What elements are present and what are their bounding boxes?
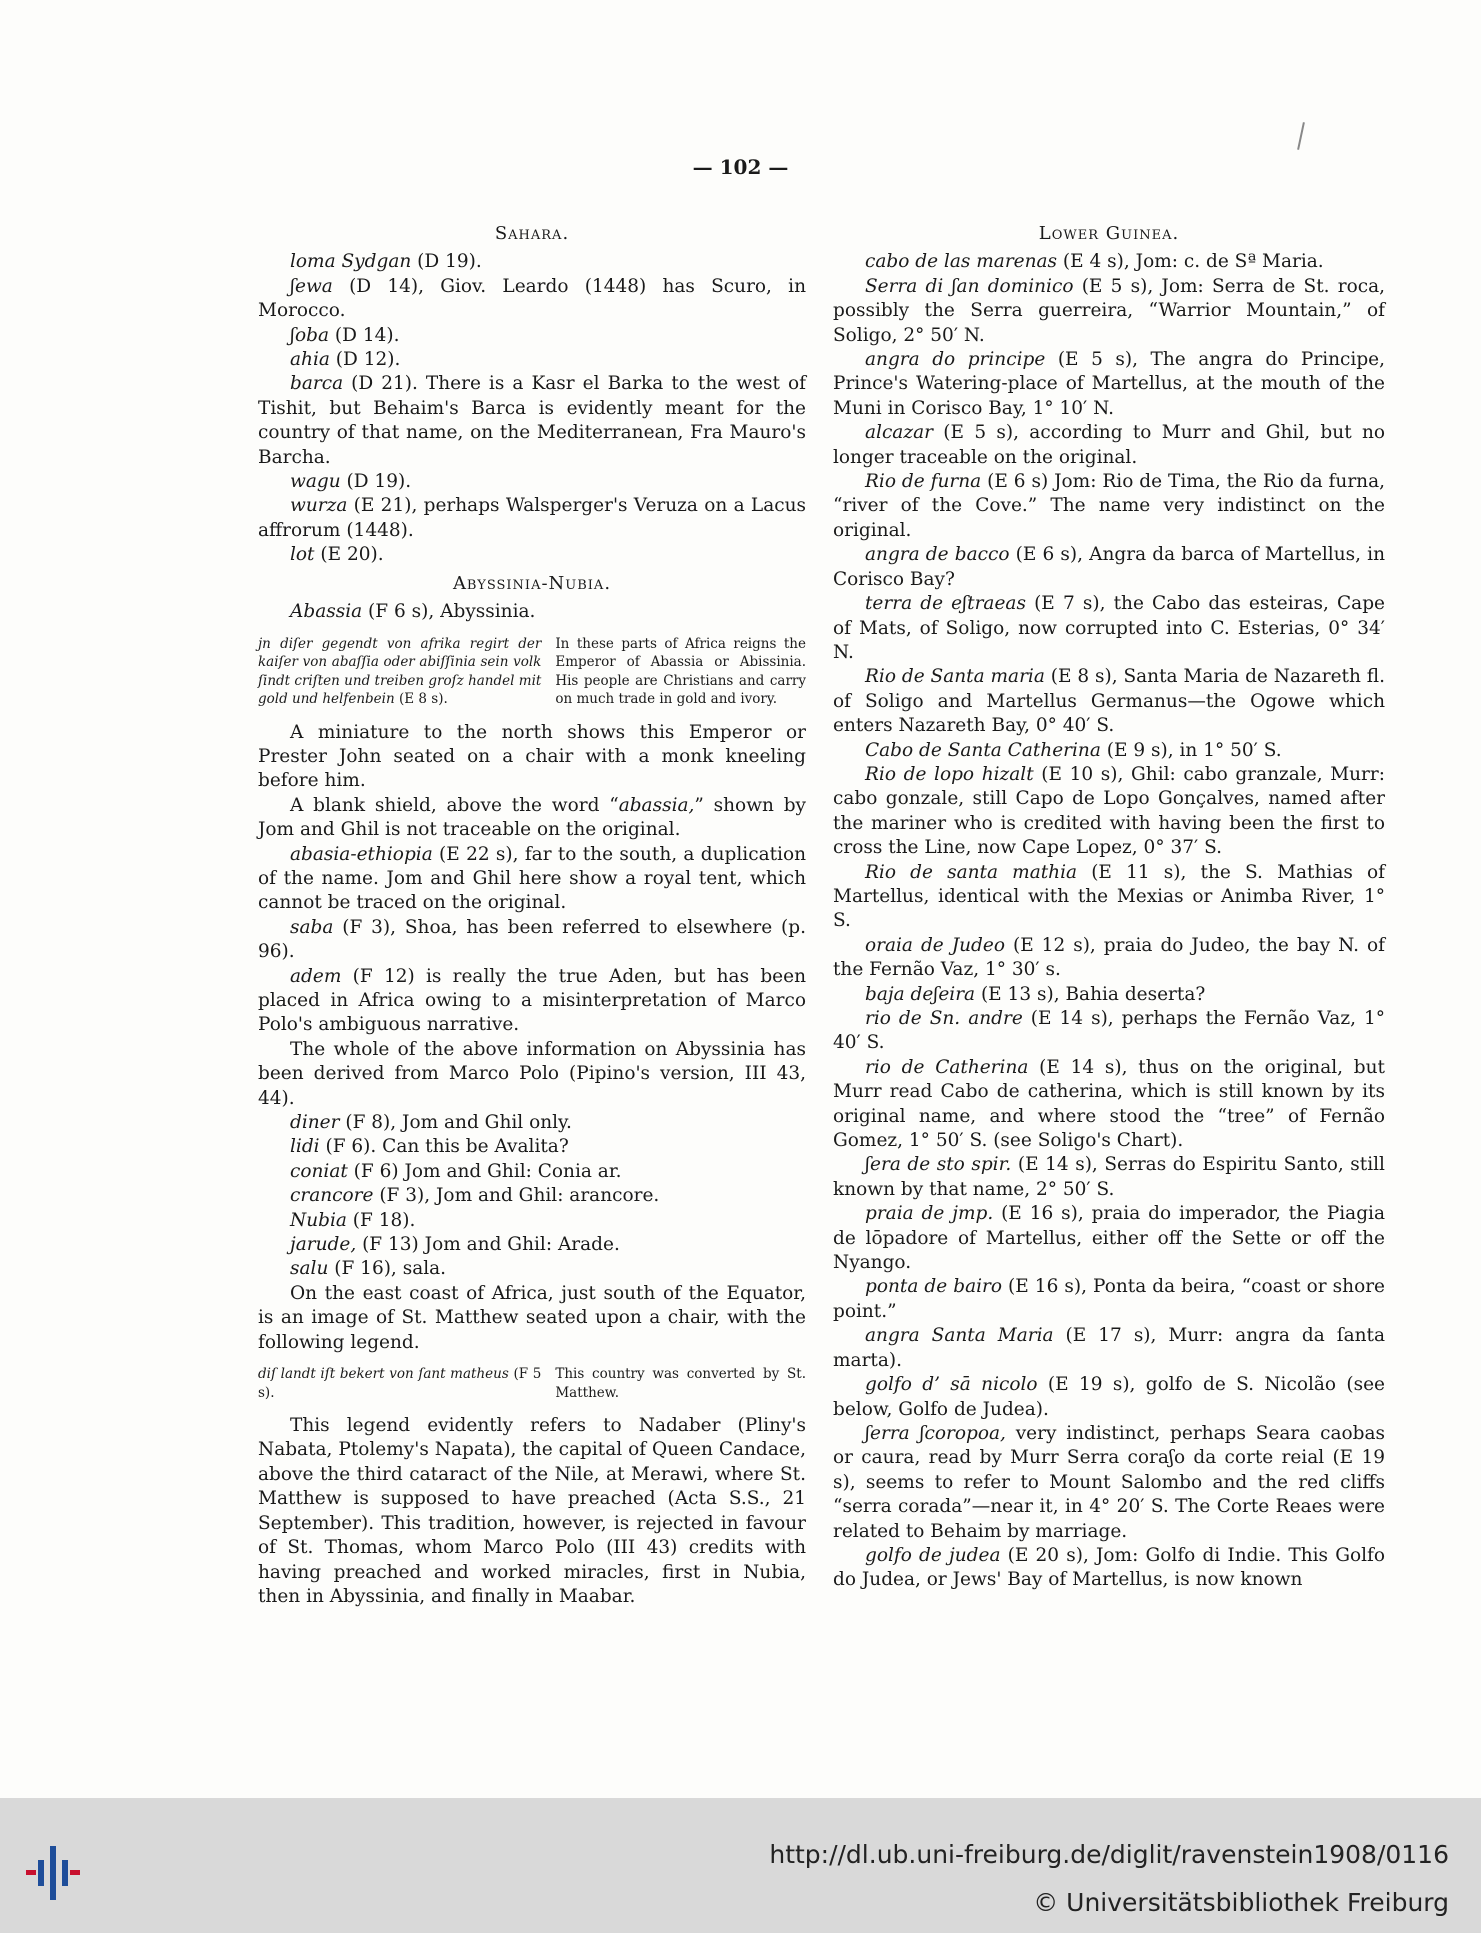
place-entry: ʃerra ʃcoropoa, very indistinct, perhaps Seara caobas or caura, read by Murr Serra coraʃo da corte reial (E 19 s), seems to refer to Mount Salombo and the red cliffs “serra corada”—near it, in 4° 20′ S. The Corte Reaes were related to Behaim by marriage. xyxy=(833,1422,1385,1542)
place-entry: ʃoba (D 14). xyxy=(290,324,400,346)
place-entry: praia de jmp. (E 16 s), praia do imperador, the Piagia de lōpadore of Martellus, either off the Sette or off the Nyango. xyxy=(833,1203,1385,1274)
place-entry: baja deʃeira (E 13 s), Bahia deserta? xyxy=(865,983,1206,1005)
place-entry: Rio de santa mathia (E 11 s), the S. Mathias of Martellus, identical with the Mexias or Animba River, 1° S. xyxy=(833,861,1385,932)
place-entry: Rio de Santa maria (E 8 s), Santa Maria de Nazareth fl. of Soligo and Martellus Germanus—the Ogowe which enters Nazareth Bay, 0° 40′ S. xyxy=(833,666,1385,737)
place-entry: saba (F 3), Shoa, has been referred to elsewhere (p. 96). xyxy=(258,916,806,963)
place-entry: adem (F 12) is really the true Aden, but has been placed in Africa owing to a misinterpretation of Marco Polo's ambiguous narrative. xyxy=(258,965,806,1036)
paragraph-east-coast: On the east coast of Africa, just south of the Equator, is an image of St. Matthew seated upon a chair, with the following legend. xyxy=(258,1282,806,1353)
place-entry: crancore (F 3), Jom and Ghil: arancore. xyxy=(290,1185,660,1207)
place-entry: angra de bacco (E 6 s), Angra da barca of Martellus, in Corisco Bay? xyxy=(833,544,1385,590)
place-entries xyxy=(258,1111,806,1282)
place-entry: terra de eʃtraeas (E 7 s), the Cabo das esteiras, Cape of Mats, of Soligo, now corrupted into C. Esterias, 0° 34′ N. xyxy=(833,593,1385,663)
place-entry: abasia-ethiopia (E 22 s), far to the south, a duplication of the name. Jom and Ghil here show a royal tent, which cannot be traced on the original. xyxy=(258,843,806,914)
section-heading-sahara: Sahara. xyxy=(494,223,570,244)
place-entry: diner (F 8), Jom and Ghil only. xyxy=(290,1112,572,1133)
left-column xyxy=(258,222,806,1609)
place-entry: angra do principe (E 5 s), The angra do Principe, Prince's Watering-place of Martellus, at the mouth of the Muni in Corisco Bay, 1° 10′ N. xyxy=(833,349,1385,419)
paragraph-nadaber: This legend evidently refers to Nadaber (Pliny's Nabata, Ptolemy's Napata), the capital of Queen Candace, above the third cataract of the Nile, at Merawi, where St. Matthew is supposed to have preached (Acta S.S., 21 September). This tradition, however, is rejected in favour of St. Thomas, whom Marco Polo (III 43) credits with having preached and worked miracles, first in Nubia, then in Abyssinia, and finally in Maabar. xyxy=(258,1415,806,1607)
place-entry: Serra di ʃan dominico (E 5 s), Jom: Serra de St. roca, possibly the Serra guerreira, “Warrior Mountain,” of Soligo, 2° 50′ N. xyxy=(833,275,1385,346)
place-entry: cabo de las marenas (E 4 s), Jom: c. de Sª Maria. xyxy=(865,251,1324,273)
paragraph-miniature: A miniature to the north shows this Emperor or Prester John seated on a chair with a monk kneeling before him. xyxy=(258,721,806,792)
footer-bar xyxy=(0,1798,1481,1933)
paragraph-whole: The whole of the above information on Abyssinia has been derived from Marco Polo (Pipino's version, III 43, 44). xyxy=(258,1038,806,1109)
place-entry: ahia (D 12). xyxy=(290,349,401,371)
place-entry: oraia de Judeo (E 12 s), praia do Judeo, the bay N. of the Fernão Vaz, 1° 30′ s. xyxy=(833,934,1385,981)
library-logo-icon xyxy=(26,1846,80,1900)
section-heading-lower-guinea: Lower Guinea. xyxy=(1038,223,1180,244)
copyright-notice: © Universitätsbibliothek Freiburg xyxy=(1033,1888,1449,1917)
place-entry: wurza (E 21), perhaps Walsperger's Veruza on a Lacus affrorum (1448). xyxy=(258,495,806,541)
place-entry: rio de Catherina (E 14 s), thus on the original, but Murr read Cabo de catherina, which is still known by its original name, and where stood the “tree” of Fernão Gomez, 1° 50′ S. (see Soligo's Chart). xyxy=(833,1056,1385,1152)
place-entry: golfo d’ sā nicolo (E 19 s), golfo de S. Nicolão (see below, Golfo de Judea). xyxy=(833,1374,1386,1420)
legend-english-translation: In these parts of Africa reigns the Emperor of Abassia or Abissinia. His people are Christians and carry on much trade in gold and ivory. xyxy=(555,635,806,707)
place-entry: wagu (D 19). xyxy=(290,471,412,493)
place-entry: ʃewa (D 14), Giov. Leardo (1448) has Scuro, in Morocco. xyxy=(258,275,806,322)
place-entry: lidi (F 6). Can this be Avalita? xyxy=(290,1136,569,1158)
legend-abassia xyxy=(258,635,806,709)
legend-german-text: jn diſer gegendt von afrika regirt der kaiſer von abaſſia oder abiſſinia sein volk ſindt criſten und treiben groſz handel mit gold und helfenbein (E 8 s). xyxy=(258,635,542,707)
place-entry: salu (F 16), sala. xyxy=(290,1258,447,1280)
place-entry: angra Santa Maria (E 17 s), Murr: angra da ſanta marta). xyxy=(833,1325,1386,1371)
page-number: — 102 — xyxy=(692,155,789,179)
place-entry: ponta de bairo (E 16 s), Ponta da beira, “coast or shore point.” xyxy=(833,1276,1385,1322)
place-entry: lot (E 20). xyxy=(290,544,384,566)
place-entry: barca (D 21). There is a Kasr el Barka to the west of Tishit, but Behaim's Barca is evidently meant for the country of that name, on the Mediterranean, Fra Mauro's Barcha. xyxy=(258,373,806,468)
place-entry: jarude, (F 13) Jom and Ghil: Arade. xyxy=(290,1234,620,1256)
legend-german-text: diſ landt iſt bekert von ſant matheus (F 5 s). xyxy=(258,1366,542,1401)
place-entry: coniat (F 6) Jom and Ghil: Conia ar. xyxy=(290,1160,622,1182)
right-column xyxy=(833,222,1385,1593)
margin-pencil-mark xyxy=(1297,122,1305,150)
place-entry: Cabo de Santa Catherina (E 9 s), in 1° 50′ S. xyxy=(865,739,1282,761)
legend-english-translation: This country was converted by St. Matthew. xyxy=(555,1366,806,1401)
abassia-entry: Abassia (F 6 s), Abyssinia. xyxy=(290,601,536,623)
paragraph-shield: A blank shield, above the word “abassia,” shown by Jom and Ghil is not traceable on the original. xyxy=(258,794,807,841)
place-entry: alcazar (E 5 s), according to Murr and Ghil, but no longer traceable on the original. xyxy=(833,422,1385,468)
section-heading-abyssinia: Abyssinia-Nubia. xyxy=(452,572,612,594)
permalink-url[interactable]: http://dl.ub.uni-freiburg.de/diglit/ravenstein1908/0116 xyxy=(769,1840,1449,1869)
place-entry: Nubia (F 18). xyxy=(290,1209,416,1231)
lower-guinea-entries xyxy=(833,250,1385,1592)
sahara-entries xyxy=(258,250,806,567)
place-entry: Rio de furna (E 6 s) Jom: Rio de Tima, the Rio da furna, “river of the Cove.” The name very indistinct on the original. xyxy=(833,471,1385,541)
place-entry: loma Sydgan (D 19). xyxy=(290,251,482,273)
legend-matthew xyxy=(258,1365,806,1402)
place-entry: golfo de judea (E 20 s), Jom: Golfo di Indie. This Golfo do Judea, or Jews' Bay of Martellus, is now known xyxy=(833,1544,1386,1591)
place-entry: ʃera de sto spir. (E 14 s), Serras do Espiritu Santo, still known by that name, 2° 50′ S. xyxy=(833,1154,1385,1200)
abyssinia-entries xyxy=(258,843,806,1038)
place-entry: Rio de lopo hizalt (E 10 s), Ghil: cabo granzale, Murr: cabo gonzale, still Capo de Lopo Gonçalves, named after the mariner who is credited with having been the first to cross the Line, now Cape Lopez, 0° 37′ S. xyxy=(833,763,1385,859)
place-entry: rio de Sn. andre (E 14 s), perhaps the Fernão Vaz, 1° 40′ S. xyxy=(833,1008,1385,1054)
